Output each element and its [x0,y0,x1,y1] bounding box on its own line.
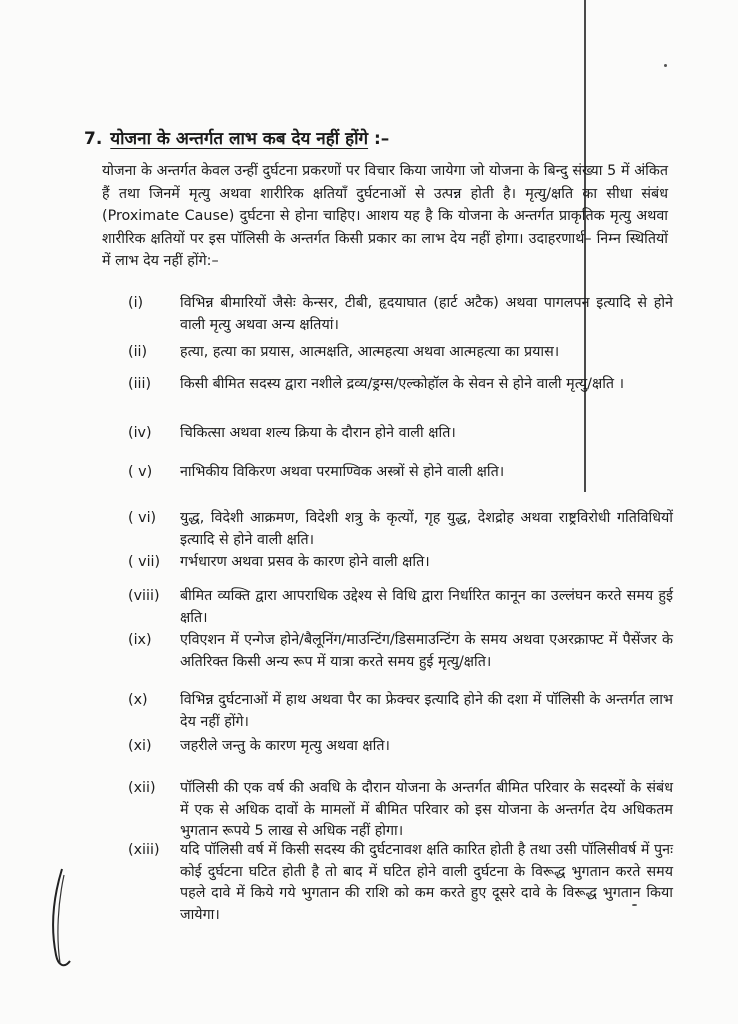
item-number: (x) [128,692,148,708]
item-number: (iii) [128,376,152,392]
list-item [128,342,673,364]
item-number: ( vi) [128,510,157,526]
item-number: ( vii) [128,554,161,570]
section-suffix: :– [374,129,390,149]
list-item [128,586,673,629]
item-text: विभिन्न बीमारियों जैसेः केन्सर, टीबी, हृदयाघात (हार्ट अटैक) अथवा पागलपन इत्यादि से होने वाली मृत्यु अथवा अन्य क्षतियां। [180,295,673,333]
list-item [128,690,673,733]
section-title: योजना के अन्तर्गत लाभ कब देय नहीं होंगे [110,129,369,149]
section-heading [84,126,644,149]
item-text: गर्भधारण अथवा प्रसव के कारण होने वाली क्षति। [180,554,430,570]
item-number: (ii) [128,344,148,360]
pen-mark [40,865,80,975]
item-number: (xii) [128,780,156,796]
section-number: 7. [84,129,103,149]
item-text: एविएशन में एन्गेज होने/बैलूनिंग/माउन्टिंग/डिसमाउन्टिंग के समय अथवा एअरक्राफ्ट में पैसेंजर के अतिरिक्त किसी अन्य रूप में यात्रा करते समय हुई मृत्यु/क्षति। [180,632,673,670]
item-number: (viii) [128,588,160,604]
list-item [128,462,673,484]
item-number: (iv) [128,425,152,441]
item-text: नाभिकीय विकिरण अथवा परमाण्विक अस्त्रों से होने वाली क्षति। [180,464,505,480]
list-item [128,374,673,396]
item-text: विभिन्न दुर्घटनाओं में हाथ अथवा पैर का फ्रेक्चर इत्यादि होने की दशा में पॉलिसी के अन्तर्गत लाभ देय नहीं होंगे। [180,692,673,730]
item-text: बीमित व्यक्ति द्वारा आपराधिक उद्देश्य से विधि द्वारा निर्धारित कानून का उल्लंघन करते समय हुई क्षति। [180,588,673,626]
item-text: किसी बीमित सदस्य द्वारा नशीले द्रव्य/ड्रग्स/एल्कोहॉल के सेवन से होने वाली मृत्यु/क्षति । [180,376,625,392]
item-text: पॉलिसी की एक वर्ष की अवधि के दौरान योजना के अन्तर्गत बीमित परिवार के सदस्यों के संबंध में एक से अधिक दावों के मामलों में बीमित परिवार को इस योजना के अन्तर्गत देय अधिकतम भुगतान रूपये 5 लाख से अधिक नहीं होगा। [180,780,673,839]
item-text: युद्ध, विदेशी आक्रमण, विदेशी शत्रु के कृत्यों, गृह युद्ध, देशद्रोह अथवा राष्ट्रविरोधी गतिविधियों इत्यादि से होने वाली क्षति। [180,510,673,548]
list-item [128,778,673,843]
list-item [128,630,673,673]
list-item [128,552,673,574]
item-text: यदि पॉलिसी वर्ष में किसी सदस्य की दुर्घटनावश क्षति कारित होती है तथा उसी पॉलिसीवर्ष में पुनः कोई दुर्घटना घटित होती है तो बाद में घटित होने वाली दुर्घटना के विरूद्ध भुगतान करते समय पहले दावे में किये गये भुगतान की राशि को कम करते हुए दूसरे दावे के विरूद्ध भुगतान किया जायेगा। [180,842,673,923]
list-item [128,736,673,758]
item-number: (i) [128,295,144,311]
item-text: जहरीले जन्तु के कारण मृत्यु अथवा क्षति। [180,738,390,754]
list-item [128,293,673,336]
item-number: (ix) [128,632,152,648]
list-item [128,423,673,445]
item-text: चिकित्सा अथवा शल्य क्रिया के दौरान होने वाली क्षति। [180,425,456,441]
list-item [128,508,673,551]
item-number: (xiii) [128,842,160,858]
intro-paragraph: योजना के अन्तर्गत केवल उन्हीं दुर्घटना प्रकरणों पर विचार किया जायेगा जो योजना के बिन्दु संख्या 5 में अंकित हैं तथा जिनमें मृत्यु अथवा शारीरिक क्षतियाँ दुर्घटनाओं से उत्पन्न होती है। मृत्यु/क्षति का सीधा संबंध (Proximate Cause) दुर्घटना से होना चाहिए। आशय यह है कि योजना के अन्तर्गत प्राकृतिक मृत्यु अथवा शारीरिक क्षतियों पर इस पॉलिसी के अन्तर्गत किसी प्रकार का लाभ देय नहीं होगा। उदाहरणार्थ– निम्न स्थितियों में लाभ देय नहीं होंगे:– [102,163,668,270]
item-number: (xi) [128,738,152,754]
list-item [128,840,673,926]
item-number: ( v) [128,464,153,480]
item-text: हत्या, हत्या का प्रयास, आत्मक्षति, आत्महत्या अथवा आत्महत्या का प्रयास। [180,344,560,360]
speck [664,64,667,67]
